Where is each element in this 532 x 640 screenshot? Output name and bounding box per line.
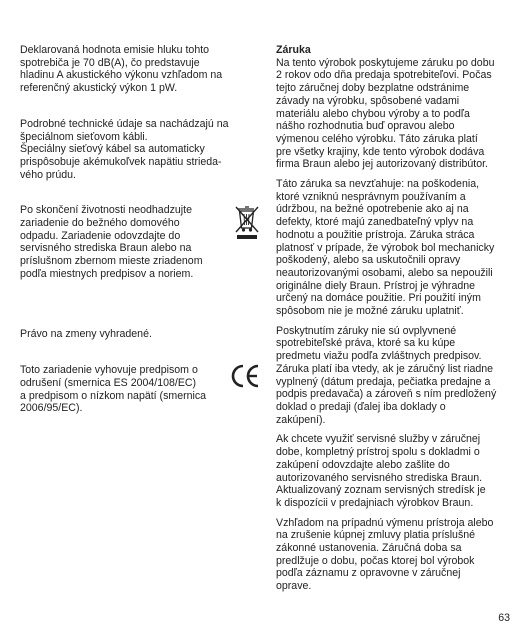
right-to-change-text: Právo na zmeny vyhradené. [20,327,152,340]
ce-mark-icon [230,362,260,390]
noise-emission-text: Deklarovaná hodnota emisie hluku tohto spotrebiča je 70 dB(A), čo predstavuje hladinu A akustického výkonu vzhľadom na referenčný akustický výkon 1 pW. [20,44,223,95]
compliance-section [20,364,260,415]
warranty-paragraph-2: Táto záruka sa nevzťahuje: na poškodenia, ktoré vzniknú nesprávnym používaním a údržbou, na bežné opotrebenie ako aj na defekty, ktoré majú zanedbateľný vplyv na hodnotu a použitie prístroja. Záruka stráca platnosť v prípade, že výrobok bol mechanicky poškodený, alebo sa uskutočnili opravy neautorizovanými osobami, alebo sa nepoužili originálne diely Braun. Prístroj je výhradne určený na domáce použitie. Pri použití iným spôsobom nie je možné záruku uplatniť. [276,178,495,318]
disposal-section [20,204,260,280]
compliance-text: Toto zariadenie vyhovuje predpisom o odrušení (smernica ES 2004/108/EC) a predpisom o nízkom napätí (smernica 2006/95/EC). [20,364,207,415]
disposal-text: Po skončení životnosti neodhadzujte zariadenie do bežného domového odpadu. Zariadenie odovzdajte do servisného strediska Braun alebo na príslušnom zbernom mieste zriadenom podľa miestnych predpisov a noriem. [20,204,203,280]
crossed-out-wheeled-bin-icon [234,204,260,240]
warranty-paragraph-1: Na tento výrobok poskytujeme záruku po dobu 2 rokov odo dňa predaja spotrebiteľovi. Počas tejto záručnej doby bezplatne odstránime závady na výrobku, spôsobené vadami materiálu alebo chybou výroby a to podľa nášho rozhodnutia buď opravou alebo výmenou celého výrobku. Táto záruka platí pre všetky krajiny, kde tento výrobok dodáva firma Braun alebo jej autorizovaný distribútor. [276,56,495,171]
warranty-title: Záruka [276,44,311,56]
warranty-paragraph-5: Vzhľadom na prípadnú výmenu prístroja alebo na zrušenie kúpnej zmluvy platia príslušné zákonné ustanovenia. Záručná doba sa predlžuje o dobu, počas ktorej bol výrobok podľa záznamu z opravovne v záručnej oprave. [276,516,494,593]
warranty-paragraph-3: Poskytnutím záruky nie sú ovplyvnené spotrebiteľské práva, ktoré sa ku kúpe predmetu viažu podľa zvláštnych predpisov. Záruka platí iba vtedy, ak je záručný list riadne vyplnený (dátum predaja, pečiatka predajne a podpis predavača) a zároveň s ním predložený doklad o predaji (ďalej iba doklady o zakúpení). [276,324,497,426]
left-column [20,44,260,415]
technical-data-text: Podrobné technické údaje sa nachádzajú na špeciálnom sieťovom kábli. Špeciálny sieťový kábel sa automaticky prispôsobuje akémukoľvek napätiu strieda- vého prúdu. [20,117,229,181]
right-column [276,44,516,593]
page-number: 63 [498,612,510,624]
warranty-paragraph-4: Ak chcete využiť servisné služby v záručnej dobe, kompletný prístroj spolu s dokladmi o zakúpení odovzdajte alebo zašlite do autorizovaného servisného strediska Braun. Aktualizovaný zoznam servisných stredísk je k dispozícii v predajniach výrobkov Braun. [276,433,486,509]
